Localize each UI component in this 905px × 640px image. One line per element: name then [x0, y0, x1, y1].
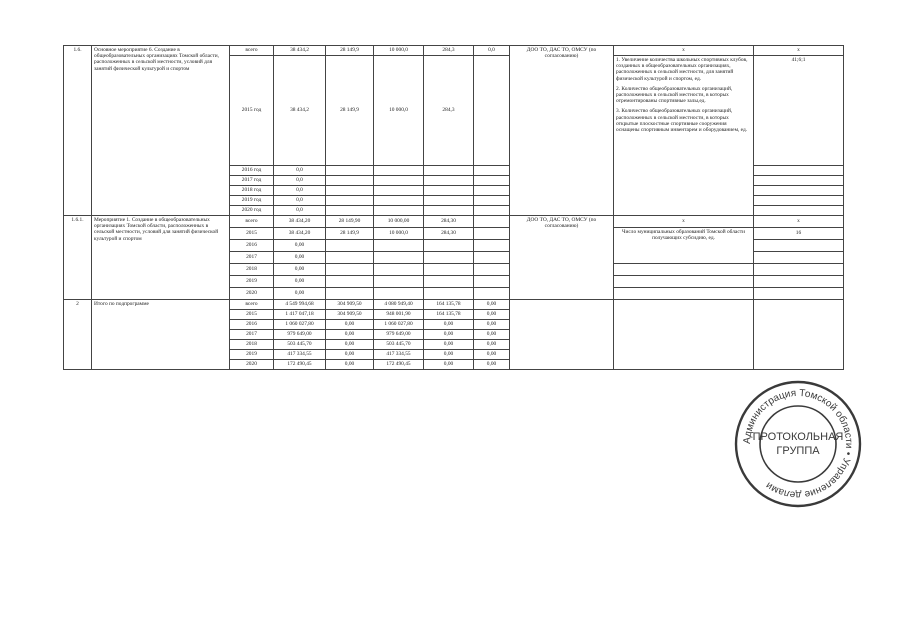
cell-total: 417 334,55	[274, 350, 326, 360]
row-executor: ДОО ТО, ДАС ТО, ОМСУ (по согласованию)	[510, 46, 614, 216]
cell-total: 0,00	[274, 288, 326, 300]
cell-total: 979 649,00	[274, 330, 326, 340]
cell-federal: 0,00	[326, 340, 374, 350]
cell-regional: 10 000,0	[374, 46, 424, 56]
period-label: 2018	[230, 264, 274, 276]
cell-extra: 0,0	[474, 46, 510, 56]
period-label: 2016	[230, 320, 274, 330]
row-name: Итого по подпрограмме	[92, 300, 230, 370]
row-name: Основное мероприятие 6. Создание в общеобразовательных организациях Томской области, расположенных в сельской местности, условий для занятий физической культурой и спортом	[92, 46, 230, 216]
period-label: 2020	[230, 288, 274, 300]
indicator-head: x	[614, 46, 754, 56]
stamp-inner-ring	[760, 406, 836, 482]
cell-total: 4 549 994,68	[274, 300, 326, 310]
cell-local	[424, 206, 474, 216]
indicator-value: 16	[754, 228, 844, 240]
cell-extra: 0,00	[474, 310, 510, 320]
cell-local: 284,30	[424, 228, 474, 240]
indicator-item: 3. Количество общеобразовательных организаций, расположенных в сельской местности, в которых открытые плоскостные спортивные сооружения оснащены спортивным инвентарем и оборудованием, ед.	[616, 108, 748, 134]
indicator-list	[614, 56, 754, 216]
period-label: 2018	[230, 340, 274, 350]
cell-total: 503 445,70	[274, 340, 326, 350]
cell-regional: 172 490,45	[374, 360, 424, 370]
cell-local	[424, 166, 474, 176]
period-label: 2019	[230, 350, 274, 360]
cell-extra: 0,00	[474, 300, 510, 310]
cell-total: 172 490,45	[274, 360, 326, 370]
cell-local	[424, 186, 474, 196]
cell-extra: 0,00	[474, 320, 510, 330]
cell-total: 1 060 027,80	[274, 320, 326, 330]
cell-total: 0,0	[274, 176, 326, 186]
period-label: 2015	[230, 310, 274, 320]
stamp-line-1: ПРОТОКОЛЬНАЯ	[752, 431, 844, 443]
cell-extra	[474, 216, 510, 228]
period-label: 2015	[230, 228, 274, 240]
cell-extra	[474, 186, 510, 196]
cell-extra	[474, 240, 510, 252]
cell-local: 284,3	[424, 56, 474, 166]
indicator-item: 1. Увеличение количества школьных спортивных клубов, созданных в общеобразовательных организациях, расположенных в сельской местности, для занятий физической культурой и спортом, ед.	[616, 57, 748, 82]
value-head: x	[754, 216, 844, 228]
cell-regional	[374, 186, 424, 196]
table-row	[64, 46, 844, 56]
empty-cell	[754, 196, 844, 206]
cell-local: 164 135,78	[424, 310, 474, 320]
row-number: 2	[64, 300, 92, 370]
cell-total: 0,0	[274, 206, 326, 216]
cell-extra	[474, 288, 510, 300]
cell-total: 38 434,2	[274, 46, 326, 56]
cell-total: 0,00	[274, 252, 326, 264]
cell-regional: 10 000,0	[374, 228, 424, 240]
cell-total: 38 434,20	[274, 216, 326, 228]
period-label: 2017	[230, 252, 274, 264]
row-executor: ДОО ТО, ДАС ТО, ОМСУ (по согласованию)	[510, 216, 614, 300]
cell-federal: 28 149,9	[326, 228, 374, 240]
empty-cell	[754, 176, 844, 186]
cell-local: 284,3	[424, 46, 474, 56]
cell-federal	[326, 176, 374, 186]
table-row	[64, 300, 844, 310]
cell-extra	[474, 264, 510, 276]
cell-extra	[474, 252, 510, 264]
indicator-head: x	[614, 216, 754, 228]
cell-local: 164 135,78	[424, 300, 474, 310]
period-label: 2016 год	[230, 166, 274, 176]
cell-regional: 417 334,55	[374, 350, 424, 360]
empty-cell	[754, 264, 844, 276]
cell-regional: 948 001,90	[374, 310, 424, 320]
period-label: всего	[230, 46, 274, 56]
cell-extra	[474, 166, 510, 176]
cell-extra	[474, 276, 510, 288]
cell-federal	[326, 264, 374, 276]
cell-extra: 0,00	[474, 340, 510, 350]
cell-total: 0,0	[274, 196, 326, 206]
cell-extra	[474, 206, 510, 216]
cell-extra: 0,00	[474, 330, 510, 340]
period-label: 2018 год	[230, 186, 274, 196]
cell-federal	[326, 206, 374, 216]
empty-cell	[754, 206, 844, 216]
table-row	[64, 216, 844, 228]
stamp-ring-text: Администрация Томской области • Управление делами	[741, 387, 855, 501]
cell-total: 1 417 047,18	[274, 310, 326, 320]
cell-extra	[474, 176, 510, 186]
indicator-item: 2. Количество общеобразовательных организаций, расположенных в сельской местности, в которых отремонтированы спортивные залы,ед.	[616, 85, 733, 105]
cell-regional: 10 000,00	[374, 216, 424, 228]
empty-cell	[614, 264, 754, 276]
official-stamp	[732, 378, 864, 510]
period-label: всего	[230, 216, 274, 228]
cell-total: 0,0	[274, 186, 326, 196]
cell-extra	[474, 196, 510, 206]
cell-extra	[474, 56, 510, 166]
period-label: 2020 год	[230, 206, 274, 216]
cell-regional: 503 445,70	[374, 340, 424, 350]
empty-cell	[754, 300, 844, 370]
period-label: 2019 год	[230, 196, 274, 206]
cell-total: 0,0	[274, 166, 326, 176]
cell-total: 0,00	[274, 276, 326, 288]
period-label: 2017	[230, 330, 274, 340]
cell-federal: 304 909,50	[326, 300, 374, 310]
cell-local: 0,00	[424, 360, 474, 370]
cell-local	[424, 196, 474, 206]
cell-local: 0,00	[424, 350, 474, 360]
empty-cell	[754, 240, 844, 252]
empty-cell	[614, 288, 754, 300]
cell-federal: 0,00	[326, 360, 374, 370]
cell-local	[424, 276, 474, 288]
cell-local	[424, 264, 474, 276]
cell-local: 0,00	[424, 320, 474, 330]
period-label: 2019	[230, 276, 274, 288]
empty-cell	[754, 186, 844, 196]
cell-extra: 0,00	[474, 360, 510, 370]
cell-federal: 28 149,90	[326, 216, 374, 228]
cell-federal	[326, 288, 374, 300]
cell-federal	[326, 186, 374, 196]
cell-federal	[326, 196, 374, 206]
cell-total: 0,00	[274, 264, 326, 276]
row-number: 1.6.1.	[64, 216, 92, 300]
empty-cell	[754, 288, 844, 300]
cell-federal: 28 149,9	[326, 46, 374, 56]
cell-local: 0,00	[424, 340, 474, 350]
cell-federal	[326, 166, 374, 176]
cell-regional	[374, 252, 424, 264]
empty-cell	[754, 252, 844, 264]
cell-local: 0,00	[424, 330, 474, 340]
cell-extra	[474, 228, 510, 240]
budget-table-wrap	[63, 45, 843, 370]
empty-cell	[754, 276, 844, 288]
cell-federal	[326, 240, 374, 252]
value-head: x	[754, 46, 844, 56]
cell-federal: 0,00	[326, 320, 374, 330]
cell-regional	[374, 196, 424, 206]
cell-federal: 304 909,50	[326, 310, 374, 320]
cell-federal	[326, 252, 374, 264]
cell-local	[424, 252, 474, 264]
cell-federal: 0,00	[326, 350, 374, 360]
cell-local	[424, 240, 474, 252]
cell-federal	[326, 276, 374, 288]
budget-table	[63, 45, 844, 370]
stamp-line-2: ГРУППА	[776, 445, 820, 457]
cell-regional	[374, 176, 424, 186]
empty-cell	[614, 276, 754, 288]
cell-regional: 10 000,0	[374, 56, 424, 166]
cell-regional: 1 060 027,80	[374, 320, 424, 330]
indicator-text: Число муниципальных образований Томской области получающих субсидию, ед.	[614, 228, 754, 264]
period-label: всего	[230, 300, 274, 310]
indicator-value: 41;6;1	[754, 56, 844, 166]
cell-federal: 28 149,9	[326, 56, 374, 166]
empty-cell	[510, 300, 614, 370]
cell-total: 38 434,20	[274, 228, 326, 240]
period-label: 2015 год	[230, 56, 274, 166]
cell-total: 38 434,2	[274, 56, 326, 166]
cell-extra: 0,00	[474, 350, 510, 360]
cell-federal: 0,00	[326, 330, 374, 340]
cell-regional: 979 649,00	[374, 330, 424, 340]
cell-regional	[374, 166, 424, 176]
cell-local: 284,30	[424, 216, 474, 228]
cell-regional	[374, 264, 424, 276]
row-name: Мероприятие 1. Создание в общеобразовательных организациях Томской области, расположенных в сельской местности, условий для занятий физической культурой и спортом	[92, 216, 230, 300]
empty-cell	[614, 300, 754, 370]
stamp-outer-ring	[736, 382, 860, 506]
row-number: 1.6.	[64, 46, 92, 216]
cell-regional	[374, 206, 424, 216]
cell-regional	[374, 288, 424, 300]
period-label: 2017 год	[230, 176, 274, 186]
empty-cell	[754, 166, 844, 176]
cell-regional	[374, 240, 424, 252]
cell-local	[424, 176, 474, 186]
cell-total: 0,00	[274, 240, 326, 252]
period-label: 2020	[230, 360, 274, 370]
cell-local	[424, 288, 474, 300]
period-label: 2016	[230, 240, 274, 252]
cell-regional	[374, 276, 424, 288]
cell-regional: 4 080 949,40	[374, 300, 424, 310]
